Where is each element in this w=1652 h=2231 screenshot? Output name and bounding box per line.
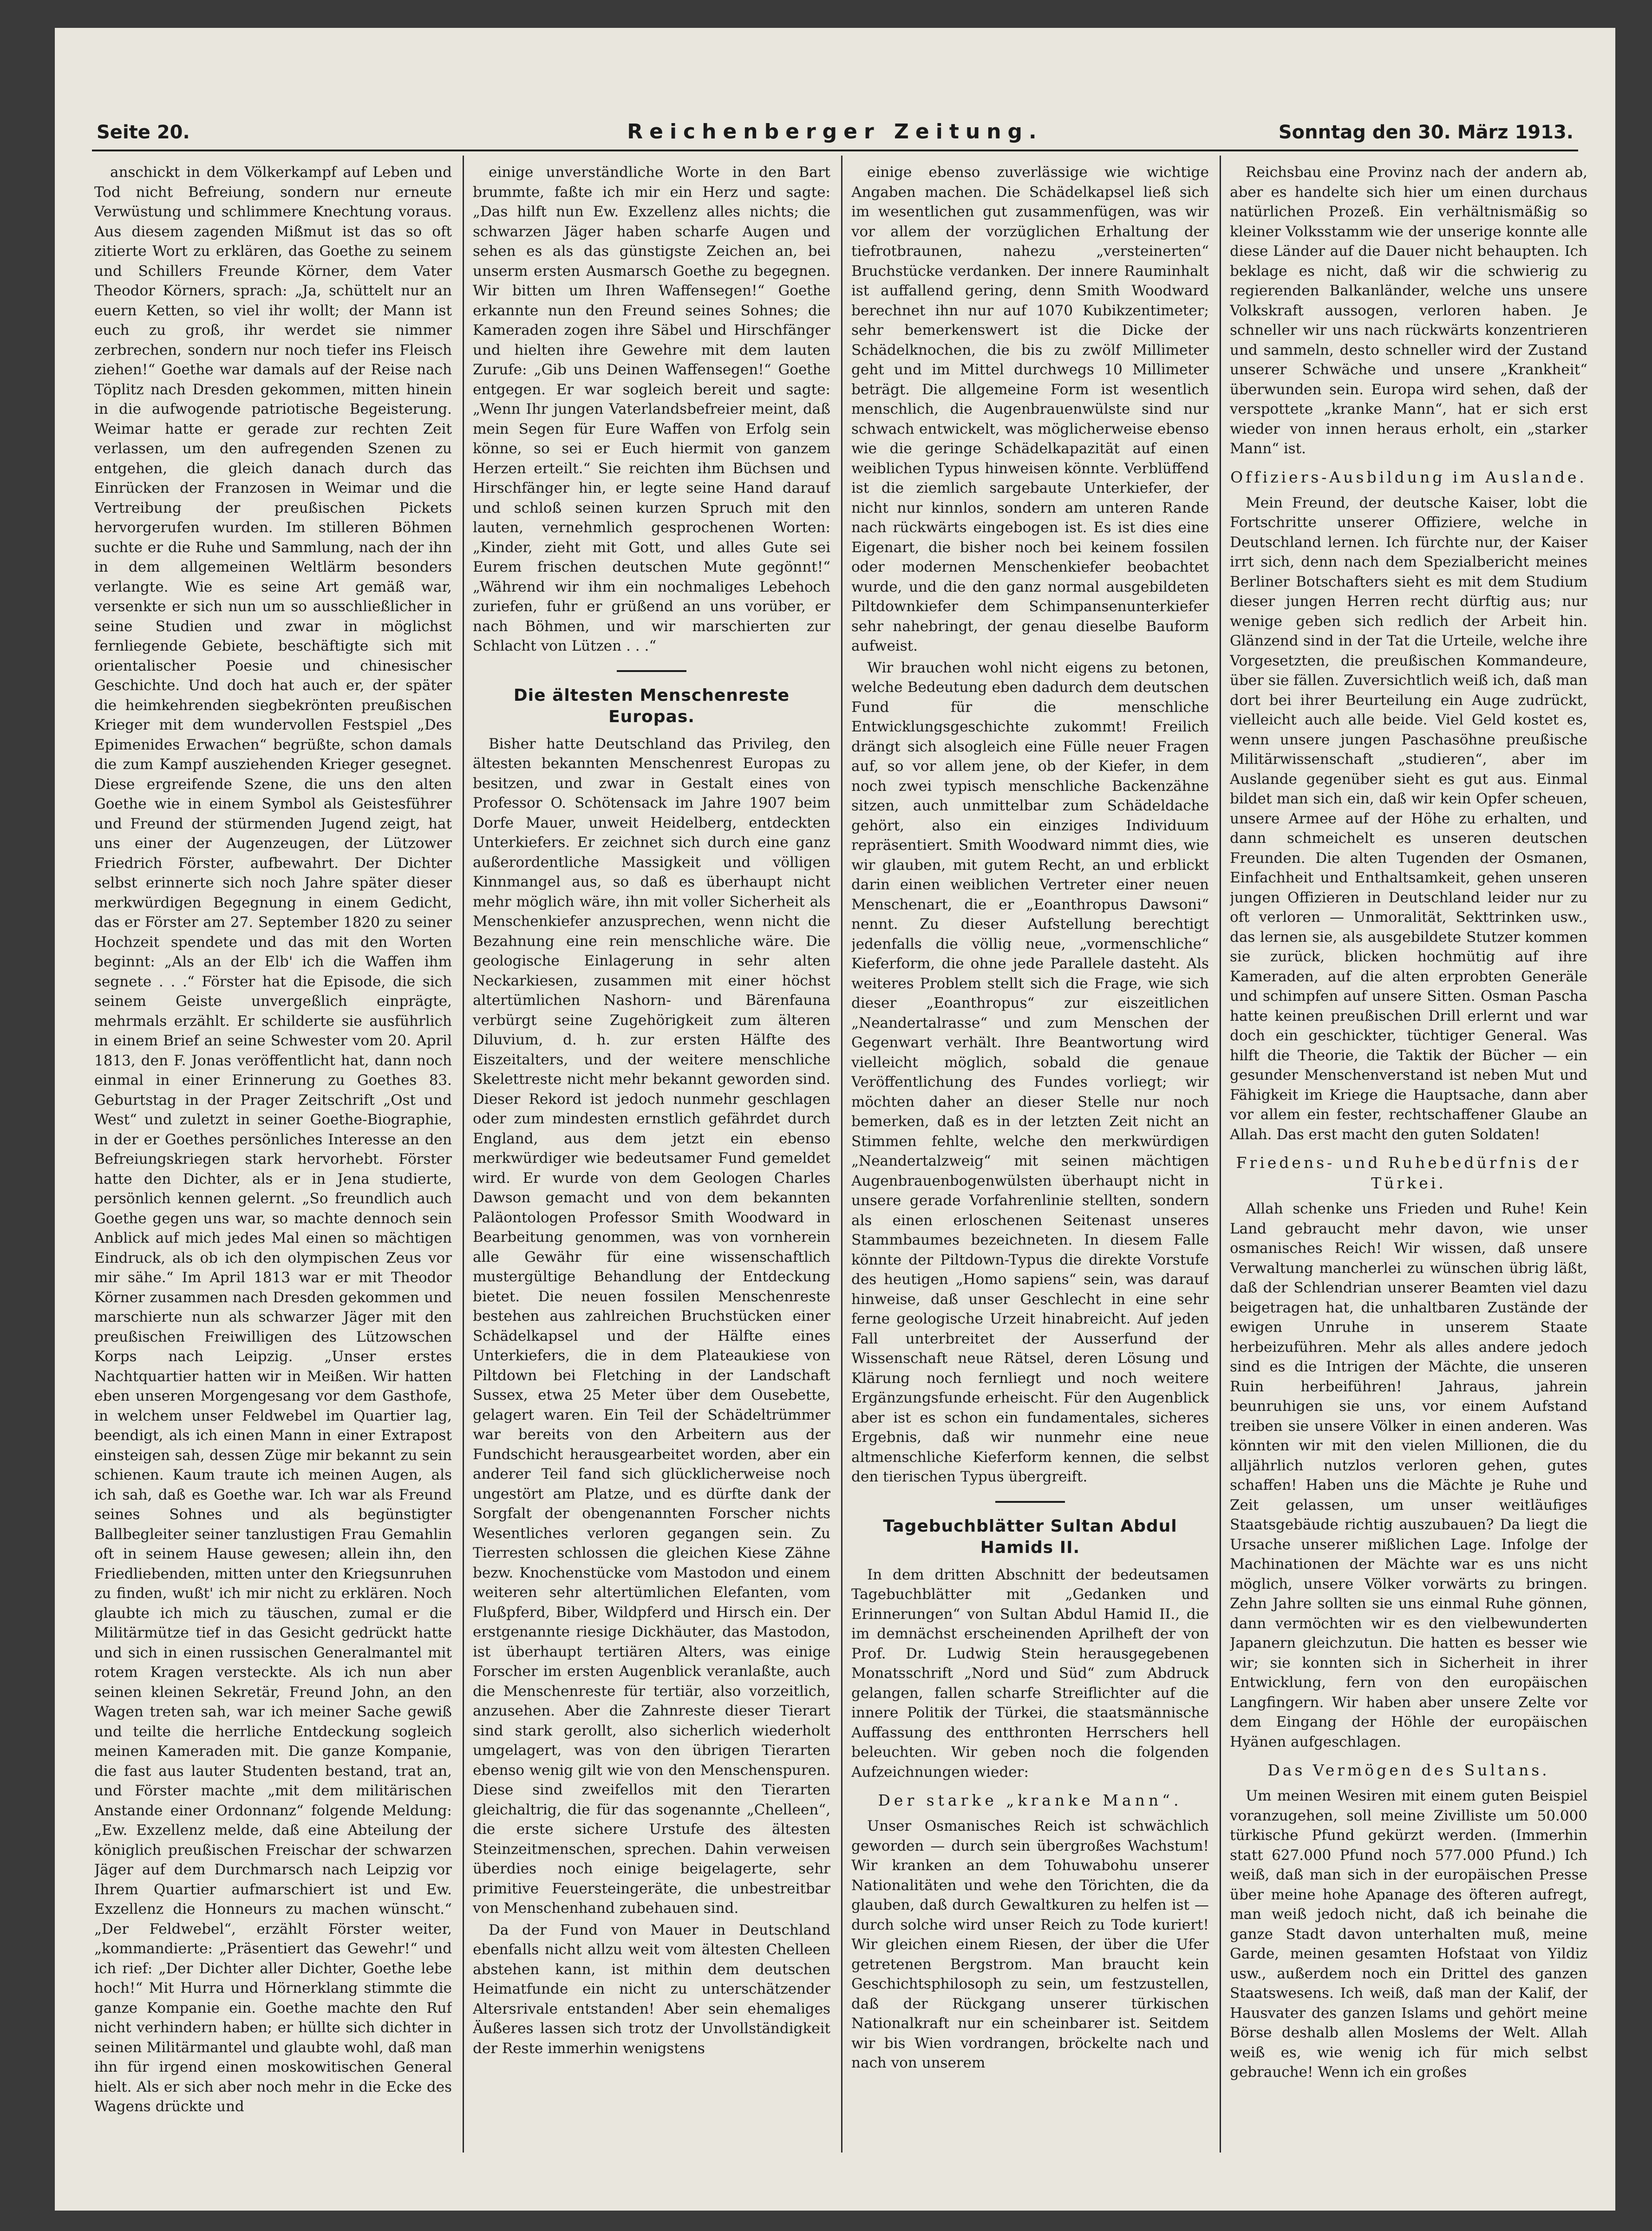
section-subheading: Friedens- und Ruhebedürfnis der Türkei. bbox=[1236, 1154, 1581, 1192]
article-paragraph: einige unverständliche Worte in den Bart brummte, faßte ich mir ein Herz und sagte: „Das hilft nun Ew. Exzellenz alles nichts; die schwarzen Jäger haben scharfe Augen und sehen es als das günstigste Zeichen an, bei unserm ersten Ausmarsch Goethe zu begegnen. Wir bitten um Ihren Waffensegen!“ Goethe erkannte nun den Freund seines Sohnes; die Kameraden zogen ihre Säbel und Hirschfänger und hielten ihre Gewehre mit dem lauten Zurufe: „Gib uns Deinen Waffensegen!“ Goethe entgegen. Er war sogleich bereit und sagte: „Wenn Ihr jungen Vaterlandsbefreier meint, daß mein Segen für Eure Waffen von Erfolg sein könne, so sei er Euch hiermit von ganzem Herzen erteilt.“ Sie reichten ihm Büchsen und Hirschfänger hin, er legte seine Hand darauf und schloß seinen kurzen Spruch mit den lauten, vernehmlich gesprochenen Worten: „Kinder, zieht mit Gott, und alles Gute sei Eurem frischen deutschen Mute gegönnt!“ „Während wir ihm ein nochmaliges Lebehoch zuriefen, fuhr er grüßend an uns vorüber, er nach Böhmen, und wir marschierten zur Schlacht von Lützen . . .“ bbox=[473, 164, 830, 654]
article-paragraph: In dem dritten Abschnitt der bedeutsamen Tagebuchblätter mit „Gedanken und Erinnerungen“ von Sultan Abdul Hamid II., die im demnächst erscheinenden Aprilheft der von Prof. Dr. Ludwig Stein herausgegebenen Monatsschrift „Nord und Süd“ zum Abdruck gelangen, fallen scharfe Streiflichter auf die innere Politik der Türkei, die staatsmännische Auffassung des entthronten Herrschers hell beleuchten. Wir geben noch die folgenden Aufzeichnungen wieder: bbox=[851, 1566, 1209, 1781]
newspaper-title: Reichenberger Zeitung. bbox=[627, 120, 1043, 144]
column-4 bbox=[1230, 163, 1587, 2141]
column-divider bbox=[463, 156, 464, 2153]
article-heading: Die ältesten Menschenreste Europas. bbox=[513, 685, 790, 726]
issue-date: Sonntag den 30. März 1913. bbox=[1278, 122, 1574, 143]
article-separator bbox=[617, 670, 686, 672]
column-divider bbox=[1220, 156, 1221, 2153]
article-paragraph: Bisher hatte Deutschland das Privileg, den ältesten bekannten Menschenrest Europas zu besitzen, und zwar in Gestalt eines von Professor O. Schötensack im Jahre 1907 beim Dorfe Mauer, unweit Heidelberg, entdeckten Unterkiefers. Er zeichnet sich durch eine ganz außerordentliche Massigkeit und völligen Kinnmangel aus, so daß es überhaupt nicht mehr möglich wäre, ihn mit voller Sicherheit als Menschenkiefer anzusprechen, wenn nicht die Bezahnung eine rein menschliche wäre. Die geologische Einlagerung in sehr alten Neckarkiesen, zusammen mit einer höchst altertümlichen Nashorn- und Bärenfauna verbürgt seine Zugehörigkeit zum älteren Diluvium, d. h. zur ersten Hälfte des Eiszeitalters, und der weitere menschliche Skelettreste nicht mehr bekannt geworden sind. Dieser Rekord ist jedoch nunmehr geschlagen oder zum mindesten ernstlich gefährdet durch England, aus dem jetzt ein ebenso merkwürdiger wie bedeutsamer Fund gemeldet wird. Er wurde von dem Geologen Charles Dawson gemacht und von dem bekannten Paläontologen Professor Smith Woodward in Bearbeitung genommen, was von vornherein alle Gewähr für eine wissenschaftlich mustergültige Behandlung der Entdeckung bietet. Die neuen fossilen Menschenreste bestehen aus zahlreichen Bruchstücken einer Schädelkapsel und der Hälfte eines Unterkiefers, die in dem Plateaukiese von Piltdown bei Fletching in der Landschaft Sussex, etwa 25 Meter über dem Ousebette, gelagert waren. Ein Teil der Schädeltrümmer war bereits von den Arbeitern aus der Fundschicht herausgearbeitet worden, aber ein anderer Teil fand sich glücklicherweise noch ungestört am Platze, und es dürfte dank der Sorgfalt der obengenannten Forscher nichts Wesentliches verloren gegangen sein. Zu Tierresten schlossen die gleichen Kiese Zähne bezw. Knochenstücke vom Mastodon und einem weiteren sehr altertümlichen Elefanten, vom Flußpferd, Biber, Wildpferd und Hirsch ein. Der erstgenannte riesige Dickhäuter, das Mastodon, ist überhaupt tertiären Alters, was einige Forscher im ersten Augenblick veranlaßte, auch die Menschenreste für tertiär, also vorzeitlich, anzusehen. Aber die Zahnreste dieser Tierart sind stark gerollt, also sicherlich wiederholt umgelagert, was von den übrigen Tierarten ebenso wenig gilt wie von den Menschenspuren. Diese sind zweifellos mit den Tierarten gleichaltrig, die für das sogenannte „Chelleen“, die erste sichere Urstufe des ältesten Steinzeitmenschen, sprechen. Dahin verweisen überdies noch einige beigelagerte, sehr primitive Feuersteingeräte, die unbestreitbar von Menschenhand zubehauen sind. bbox=[473, 735, 830, 1917]
page-header bbox=[92, 116, 1578, 153]
column-divider bbox=[841, 156, 842, 2153]
page-number: Seite 20. bbox=[97, 122, 190, 143]
article-separator bbox=[995, 1501, 1065, 1503]
article-paragraph: Da der Fund von Mauer in Deutschland ebenfalls nicht allzu weit vom ältesten Chelleen abstehen kann, ist mithin dem deutschen Heimatfunde ein nicht zu unterschätzender Altersrivale entstanden! Aber sein ehemaliges Äußeres lassen sich trotz der Unvollständigkeit der Reste immerhin wenigstens bbox=[473, 1921, 830, 2057]
article-paragraph: Reichsbau eine Provinz nach der andern ab, aber es handelte sich hier um einen durchaus natürlichen Prozeß. Ein verhältnismäßig so kleiner Volksstamm wie der unserige konnte alle diese Länder auf die Dauer nicht behaupten. Ich beklage es nicht, daß wir die schwierig zu regierenden Balkanländer, welche uns unsere Volkskraft aussogen, verloren haben. Je schneller wir uns nach rückwärts konzentrieren und sammeln, desto schneller wird der Zustand unserer Schwäche und unsere „Krankheit“ überwunden sein. Europa wird sehen, daß der verspottete „kranke Mann“, hat er sich erst wieder von innen heraus erholt, ein „starker Mann“ ist. bbox=[1230, 164, 1587, 457]
article-paragraph: Um meinen Wesiren mit einem guten Beispiel voranzugehen, soll meine Zivilliste um 50.000 türkische Pfund gekürzt werden. (Immerhin statt 627.000 Pfund noch 577.000 Pfund.) Ich weiß, daß man sich in der europäischen Presse über meine hohe Apanage des öfteren aufregt, man weiß jedoch nicht, daß ich beinahe die ganze Stadt davon unterhalten muß, meine Garde, meinen gesamten Hofstaat von Yildiz usw., außerdem noch ein Drittel des ganzen Staatswesens. Ich weiß, daß man der Kalif, der Hausvater des ganzen Islams und gehört meine Börse deshalb allen Moslems der Welt. Allah weiß es, wie wenig ich für mich selbst gebrauche! Wenn ich ein großes bbox=[1230, 1787, 1587, 2081]
article-paragraph: Allah schenke uns Frieden und Ruhe! Kein Land gebraucht mehr davon, wie unser osmanisches Reich! Wir wissen, daß unsere Verwaltung mancherlei zu wünschen übrig läßt, daß der Schlendrian unserer Beamten viel dazu beigetragen hat, die unhaltbaren Zustände der ewigen Unruhe in unserem Staate herbeizuführen. Mehr als alles andere jedoch sind es die Intrigen der Mächte, die unseren Ruin herbeiführen! Jahraus, jahrein beunruhigen sie uns, vor einem Aufstand treiben sie unsere Völker in einen anderen. Was könnten wir mit den vielen Millionen, die du alljährlich nutzlos verloren gehen, gutes schaffen! Haben uns die Mächte je Ruhe und Zeit gelassen, um unser weitläufiges Staatsgebäude richtig auszubauen? Da liegt die Ursache unserer mißlichen Lage. Infolge der Machinationen der Mächte war es uns nicht möglich, unsere Völker vorwärts zu bringen. Zehn Jahre sollten sie uns einmal Ruhe gönnen, dann vermöchten wir es den vielbewunderten Japanern gleichzutun. Die hatten es besser wie wir; sie konnten sich in Sicherheit in ihrer Entwicklung, fern von den europäischen Langfingern. Wir haben aber unsere Zelte vor dem Eingang der Höhle der europäischen Hyänen aufgeschlagen. bbox=[1230, 1200, 1587, 1750]
section-subheading: Das Vermögen des Sultans. bbox=[1267, 1761, 1550, 1779]
newspaper-page bbox=[55, 28, 1615, 2211]
section-subheading: Offiziers-Ausbildung im Auslande. bbox=[1230, 468, 1587, 486]
article-heading: Tagebuchblätter Sultan Abdul Hamids II. bbox=[883, 1516, 1177, 1557]
column-2 bbox=[473, 163, 830, 2141]
column-3 bbox=[851, 163, 1209, 2141]
article-paragraph: anschickt in dem Völkerkampf auf Leben und Tod nicht Befreiung, sondern nur erneute Verwüstung und schlimmere Knechtung voraus. Aus diesem zagenden Mißmut ist das so oft zitierte Wort zu erklären, das Goethe zu seinem und Schillers Freunde Körner, dem Vater Theodor Körners, sprach: „Ja, schüttelt nur an euern Ketten, so viel ihr wollt; der Mann ist euch zu groß, ihr werdet sie nimmer zerbrechen, sondern nur noch tiefer ins Fleisch ziehen!“ Goethe war damals auf der Reise nach Töplitz nach Dresden gekommen, mitten hinein in die aufwogende patriotische Begeisterung. Weimar hatte er gerade zur rechten Zeit verlassen, um den aufregenden Szenen zu entgehen, die gleich danach durch das Einrücken der Franzosen in Weimar und die Vertreibung der preußischen Pickets hervorgerufen wurden. Im stilleren Böhmen suchte er die Ruhe und Sammlung, nach der ihn in dem allgemeinen Weltlärm besonders verlangte. Wie es seine Art gemäß war, versenkte er sich nun um so ausschließlicher in seine Studien und zwar in möglichst fernliegende Gebiete, beschäftigte sich mit orientalischer Poesie und chinesischer Geschichte. Und doch hat auch er, der später die heimkehrenden siegbekrönten preußischen Krieger mit dem wundervollen Festspiel „Des Epimenides Erwachen“ begrüßte, schon damals die zum Kampf ausziehenden Krieger gesegnet. Diese ergreifende Szene, die uns den alten Goethe wie in einem Symbol als Geistesführer und Freund der stürmenden Jugend zeigt, hat uns einer der Augenzeugen, der Lützower Friedrich Förster, aufbewahrt. Der Dichter selbst erinnerte sich noch Jahre später dieser merkwürdigen Begegnung in einem Gedicht, das er Förster am 27. September 1820 zu seiner Hochzeit spendete und das mit den Worten beginnt: „Als an der Elb' ich die Waffen ihm segnete . . .“ Förster hat die Episode, die sich seinem Geiste unvergeßlich einprägte, mehrmals erzählt. Er schilderte sie ausführlich in einem Brief an seine Schwester vom 20. April 1813, den F. Jonas veröffentlicht hat, dann noch einmal in einer Erinnerung zu Goethes 83. Geburtstag in der Prager Zeitschrift „Ost und West“ und zuletzt in seiner Goethe-Biographie, in der er Goethes persönliches Interesse an den Befreiungskriegen stark hervorhebt. Förster hatte den Dichter, als er in Jena studierte, persönlich kennen gelernt. „So freundlich auch Goethe gegen uns war, so machte dennoch sein Anblick auf mich jedes Mal einen so mächtigen Eindruck, als ob ich den olympischen Zeus vor mir sähe.“ Im April 1813 war er mit Theodor Körner zusammen nach Dresden gekommen und marschierte nun als schwarzer Jäger mit den preußischen Freiwilligen des Lützowschen Korps nach Leipzig. „Unser erstes Nachtquartier hatten wir in Meißen. Wir hatten eben unseren Morgengesang vor dem Gasthofe, in welchem unser Feldwebel im Quartier lag, beendigt, als ich einen Mann in einer Extrapost einsteigen sah, dessen Züge mir bekannt zu sein schienen. Kaum traute ich meinen Augen, als ich sah, daß es Goethe war. Ich war als Freund seines Sohnes und als begünstigter Ballbegleiter seiner tanzlustigen Frau Gemahlin oft in seinem Hause gewesen; allein ihn, den Friedliebenden, mitten unter den Kriegsunruhen zu finden, wußt' ich mir nicht zu erklären. Noch glaubte ich mich zu täuschen, zumal er die Militärmütze tief in das Gesicht gedrückt hatte und sich in einen russischen Generalmantel mit rotem Kragen versteckte. Als ich nun aber seinen kleinen Sekretär, Freund John, an den Wagen treten sah, war ich meiner Sache gewiß und teilte die herrliche Entdeckung sogleich meinen Kameraden mit. Die ganze Kompanie, die fast aus lauter Studenten bestand, trat an, und Förster machte „mit dem militärischen Anstande einer Ordonnanz“ folgende Meldung: „Ew. Exzellenz melde, daß eine Abteilung der königlich preußischen Freischar der schwarzen Jäger auf dem Durchmarsch nach Leipzig vor Ihrem Quartier aufmarschiert ist und Ew. Exzellenz die Honneurs zu machen wünscht.“ „Der Feldwebel“, erzählt Förster weiter, „kommandierte: „Präsentiert das Gewehr!“ und ich rief: „Der Dichter aller Dichter, Goethe lebe hoch!“ Mit Hurra und Hörnerklang stimmte die ganze Kompanie ein. Goethe machte den Ruf nicht verhindern haben; er hüllte sich dichter in seinen Militärmantel und glaubte wohl, daß man ihn für irgend einen moskowitischen General hielt. Als er sich aber noch mehr in die Ecke des Wagens drückte und bbox=[94, 164, 452, 2115]
article-paragraph: einige ebenso zuverlässige wie wichtige Angaben machen. Die Schädelkapsel ließ sich im wesentlichen gut zusammenfügen, was wir vor allem der vorzüglichen Erhaltung der tiefrotbraunen, nahezu „versteinerten“ Bruchstücke verdanken. Der innere Rauminhalt ist auffallend gering, denn Smith Woodward berechnet ihn nur auf 1070 Kubikzentimeter; sehr bemerkenswert ist die Dicke der Schädelknochen, die bis zu zwölf Millimeter geht und im Mittel durchwegs 10 Millimeter beträgt. Die allgemeine Form ist wesentlich menschlich, die Augenbrauenwülste sind nur schwach entwickelt, was möglicherweise ebenso wie die geringe Schädelkapazität auf einen weiblichen Typus hinweisen könnte. Verblüffend ist die ziemlich sargebaute Unterkiefer, der nicht nur kinnlos, sondern am unteren Rande nach rückwärts eingebogen ist. Es ist dies eine Eigenart, die bisher noch bei keinem fossilen oder modernen Menschenkiefer beobachtet wurde, und die den ganz normal ausgebildeten Piltdownkiefer dem Schimpansenunterkiefer sehr nahebringt, der genau dieselbe Bauform aufweist. bbox=[851, 164, 1209, 654]
article-paragraph: Mein Freund, der deutsche Kaiser, lobt die Fortschritte unserer Offiziere, welche in Deutschland lernen. Ich fürchte nur, der Kaiser irrt sich, denn nach dem Spezialbericht meines Berliner Botschafters sieht es mit dem Studium dieser jungen Herren recht dürftig aus; nur wenige geben sich redlich der Arbeit hin. Glänzend sind in der Tat die Urteile, welche ihre Vorgesetzten, die preußischen Kommandeure, über sie fällen. Zuversichtlich weiß ich, daß man dort bei ihrer Beurteilung ein Auge zudrückt, vielleicht auch alle beide. Viel Geld kostet es, wenn unsere jungen Paschasöhne preußische Militärwissenschaft „studieren“, aber im Auslande gegenüber sieht es gut aus. Einmal bildet man sich ein, daß wir kein Opfer scheuen, unsere Armee auf der Höhe zu erhalten, und dann schmeichelt es unseren deutschen Freunden. Die alten Tugenden der Osmanen, Einfachheit und Enthaltsamkeit, gehen unseren jungen Offizieren in Deutschland leider nur zu oft verloren — Unmoralität, Sekttrinken usw., das lernen sie, als ausgebildete Stutzer kommen sie zurück, blicken hochmütig auf ihre Kameraden, auf die alten erprobten Generäle und schimpfen auf unsere Sitten. Osman Pascha hatte keinen preußischen Drill erlernt und war doch ein geschickter, tüchtiger General. Was hilft die Theorie, die Taktik der Bücher — ein gesunder Menschenverstand ist neben Mut und Fähigkeit im Kriege die Hauptsache, dann aber vor allem ein fester, rechtschaffener Glaube an Allah. Das erst macht den guten Soldaten! bbox=[1230, 494, 1587, 1143]
article-paragraph: Wir brauchen wohl nicht eigens zu betonen, welche Bedeutung eben dadurch dem deutschen Fund für die menschliche Entwicklungsgeschichte zukommt! Freilich drängt sich alsogleich eine Fülle neuer Fragen auf, so vor allem jene, ob der Kiefer, in dem noch zwei typisch menschliche Backenzähne sitzen, auch unmittelbar zum Schädeldache gehört, also ein einziges Individuum repräsentiert. Smith Woodward nimmt dies, wie wir glauben, mit gutem Recht, an und erblickt darin einen weiblichen Vertreter einer neuen Menschenart, die er „Eoanthropus Dawsoni“ nennt. Zu dieser Aufstellung berechtigt jedenfalls die völlig neue, „vormenschliche“ Kieferform, die ohne jede Parallele dasteht. Als weiteres Problem stellt sich die Frage, wie sich dieser „Eoanthropus“ zur eiszeitlichen „Neandertalrasse“ und zum Menschen der Gegenwart verhält. Ihre Beantwortung wird vielleicht möglich, sobald die genaue Veröffentlichung des Fundes vorliegt; wir möchten daher an dieser Stelle nur noch bemerken, daß es in der letzten Zeit nicht an Stimmen fehlte, welche den merkwürdigen „Neandertalzweig“ mit seinen mächtigen Augenbrauenbogenwülsten überhaupt nicht in unsere gerade Vorfahrenlinie stellten, sondern als einen erloschenen Seitenast unseres Stammbaumes bezeichneten. In diesem Falle könnte der Piltdown-Typus die direkte Vorstufe des heutigen „Homo sapiens“ sein, was darauf hinweise, daß unser Geschlecht in eine sehr ferne geologische Urzeit hinabreicht. Auf jeden Fall unterbreitet der Ausserfund der Wissenschaft neue Rätsel, deren Lösung und Klärung noch fernliegt und noch weitere Ergänzungsfunde erheischt. Für den Augenblick aber ist es schon ein fundamentales, sicheres Ergebnis, daß wir nunmehr eine neue altmenschliche Kieferform kennen, die selbst den tierischen Typus übergreift. bbox=[851, 659, 1209, 1485]
header-rule bbox=[92, 150, 1578, 151]
column-1 bbox=[94, 163, 452, 2141]
section-subheading: Der starke „kranke Mann“. bbox=[878, 1791, 1182, 1809]
article-paragraph: Unser Osmanisches Reich ist schwächlich geworden — durch sein übergroßes Wachstum! Wir kranken an dem Tohuwabohu unserer Nationalitäten und wehe den Törichten, die da glauben, daß durch Gewaltkuren zu helfen ist — durch solche wird unser Reich zu Tode kuriert! Wir gleichen einem Riesen, der über die Ufer getretenen Bergstrom. Man braucht kein Geschichtsphilosoph zu sein, um festzustellen, daß der Rückgang unserer türkischen Nationalkraft nur ein scheinbarer ist. Seitdem wir bis Wien vordrangen, bröckelte nach und nach von unserem bbox=[851, 1818, 1209, 2071]
